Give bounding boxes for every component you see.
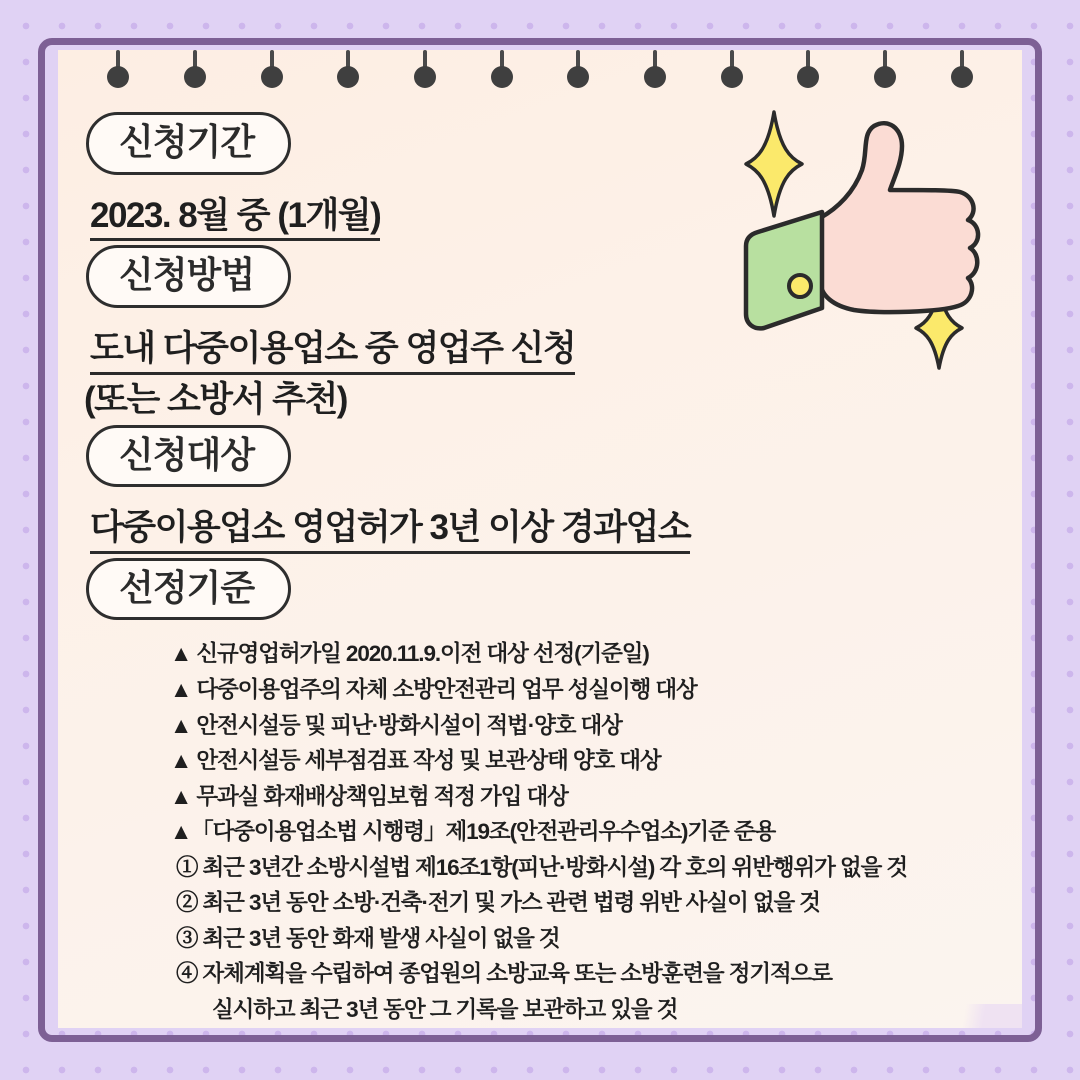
criteria-subitem: ③ 최근 3년 동안 화재 발생 사실이 없을 것 [176,925,560,951]
binder-ring [951,50,973,92]
criteria-item: ▲ 안전시설등 세부점검표 작성 및 보관상태 양호 대상 [170,748,661,774]
spiral-binder [58,50,1022,98]
section-application-target [74,425,988,554]
criteria-item: ▲ 다중이용업주의 자체 소방안전관리 업무 성실이행 대상 [170,676,697,702]
binder-ring [491,50,513,92]
application-method-note: (또는 소방서 추천) [84,379,347,419]
section-label-application-target: 신청대상 [86,425,291,488]
criteria-item: ▲ 무과실 화재배상책임보험 적정 가입 대상 [170,783,568,809]
binder-ring [337,50,359,92]
section-label-application-period: 신청기간 [86,112,291,175]
poster-card [58,50,1022,1028]
binder-ring [797,50,819,92]
application-target-value: 다중이용업소 영업허가 3년 이상 경과업소 [90,507,690,554]
section-label-selection-criteria: 선정기준 [86,558,291,621]
selection-criteria-list [170,636,988,1027]
criteria-subitem: ① 최근 3년간 소방시설법 제16조1항(피난·방화시설) 각 호의 위반행위가 없을 것 [176,854,908,880]
binder-ring [644,50,666,92]
thumbs-up-icon [712,100,1012,390]
section-selection-criteria [74,558,988,621]
criteria-item: ▲ 안전시설등 및 피난·방화시설이 적법·양호 대상 [170,712,622,738]
binder-ring [567,50,589,92]
section-label-application-method: 신청방법 [86,245,291,308]
binder-ring [721,50,743,92]
binder-ring [261,50,283,92]
criteria-subitem: ④ 자체계획을 수립하여 종업원의 소방교육 또는 소방훈련을 정기적으로 [176,961,832,987]
application-method-value: 도내 다중이용업소 중 영업주 신청 [90,328,575,375]
application-period-value: 2023. 8월 중 (1개월) [90,195,380,242]
criteria-subitem: ② 최근 3년 동안 소방·건축·전기 및 가스 관련 법령 위반 사실이 없을 것 [176,890,820,916]
criteria-item: ▲ 신규영업허가일 2020.11.9.이전 대상 선정(기준일) [170,641,649,667]
binder-ring [874,50,896,92]
criteria-item: ▲「다중이용업소법 시행령」제19조(안전관리우수업소)기준 준용 [170,819,776,845]
criteria-subitem-continuation: 실시하고 최근 3년 동안 그 기록을 보관하고 있을 것 [212,996,678,1022]
binder-ring [184,50,206,92]
binder-ring [107,50,129,92]
binder-ring [414,50,436,92]
